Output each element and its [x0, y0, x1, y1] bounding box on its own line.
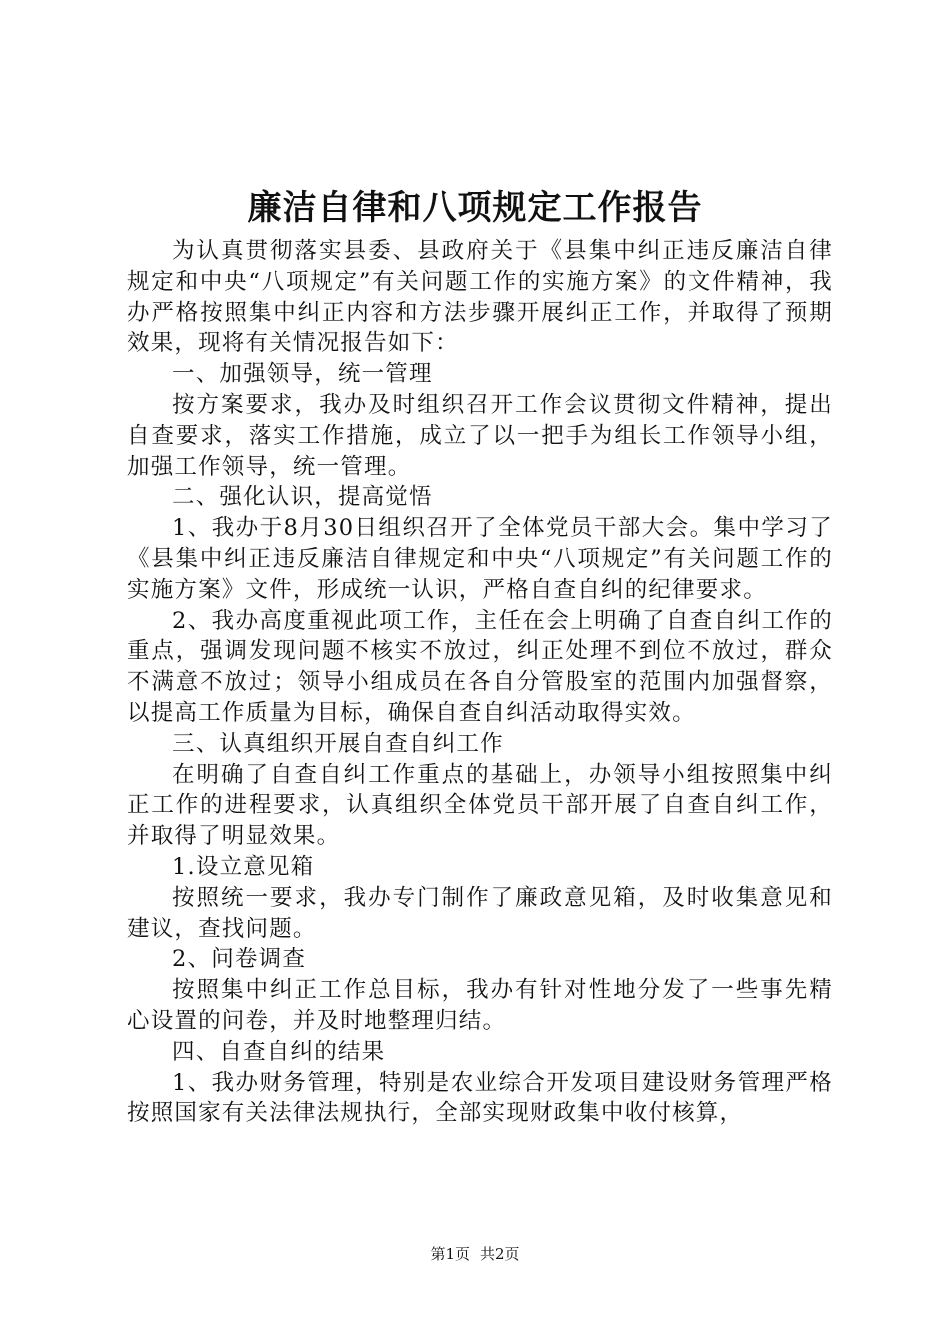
- page-footer: [0, 1243, 950, 1265]
- page-total: 共2页: [480, 1245, 520, 1263]
- page-number: 第1页: [430, 1245, 470, 1263]
- body-paragraph: 2、我办高度重视此项工作，主任在会上明确了自查自纠工作的重点，强调发现问题不核实不放过，纠正处理不到位不放过，群众不满意不放过；领导小组成员在各自分管股室的范围内加强督察，以提高工作质量为目标，确保自查自纠活动取得实效。: [127, 607, 833, 726]
- intro-paragraph: 为认真贯彻落实县委、县政府关于《县集中纠正违反廉洁自律规定和中央“八项规定”有关问题工作的实施方案》的文件精神，我办严格按照集中纠正内容和方法步骤开展纠正工作，并取得了预期效果，现将有关情况报告如下：: [127, 238, 833, 357]
- body-paragraph: 1、我办财务管理，特别是农业综合开发项目建设财务管理严格按照国家有关法律法规执行，全部实现财政集中收付核算，: [127, 1069, 833, 1127]
- document-title: 廉洁自律和八项规定工作报告: [247, 188, 703, 228]
- body-paragraph: 在明确了自查自纠工作重点的基础上，办领导小组按照集中纠正工作的进程要求，认真组织全体党员干部开展了自查自纠工作，并取得了明显效果。: [127, 761, 833, 850]
- section-heading-4: 四、自查自纠的结果: [172, 1038, 386, 1065]
- subsection-heading: 1.设立意见箱: [172, 853, 315, 880]
- body-paragraph: 按照集中纠正工作总目标，我办有针对性地分发了一些事先精心设置的问卷，并及时地整理归结。: [127, 977, 833, 1034]
- subsection-heading: 2、问卷调查: [172, 946, 307, 973]
- section-heading-2: 二、强化认识，提高觉悟: [172, 484, 433, 511]
- body-paragraph: 1、我办于8月30日组织召开了全体党员干部大会。集中学习了《县集中纠正违反廉洁自律规定和中央“八项规定”有关问题工作的实施方案》文件，形成统一认识，严格自查自纠的纪律要求。: [127, 515, 833, 603]
- body-paragraph: 按方案要求，我办及时组织召开工作会议贯彻文件精神，提出自查要求，落实工作措施，成立了以一把手为组长工作领导小组，加强工作领导，统一管理。: [127, 391, 833, 480]
- section-heading-1: 一、加强领导，统一管理: [172, 361, 433, 388]
- section-heading-3: 三、认真组织开展自查自纠工作: [172, 730, 504, 757]
- body-paragraph: 按照统一要求，我办专门制作了廉政意见箱，及时收集意见和建议，查找问题。: [127, 884, 833, 942]
- document-body: [127, 236, 833, 1129]
